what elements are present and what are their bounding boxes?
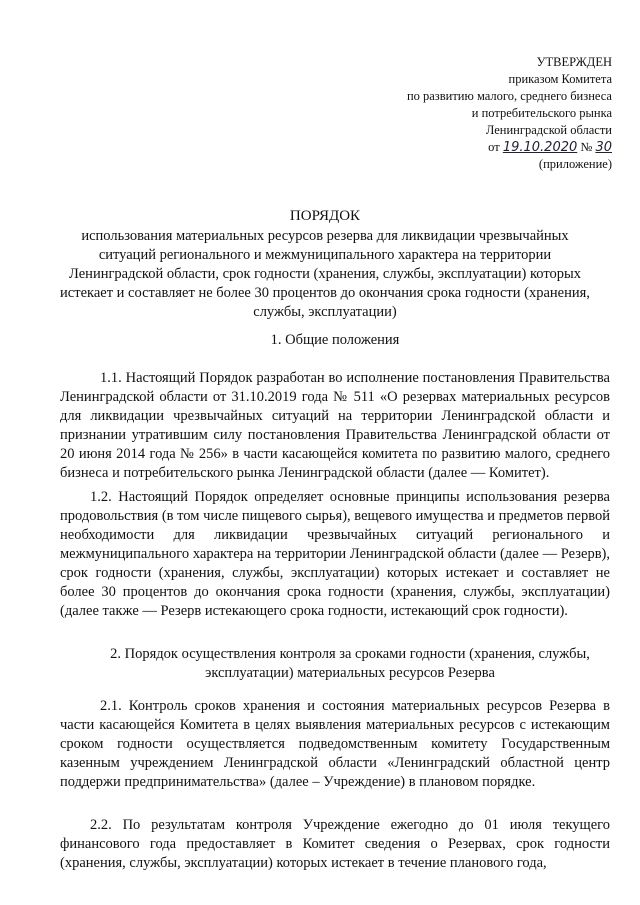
approval-date-line [372,139,612,156]
paragraph-1-2 [60,488,610,621]
paragraph-text: 2.1. Контроль сроков хранения и состояния материальных ресурсов Резерва в части касающейся Комитета в целях выявления материальных ресурсов с истекающим сроком годности осуществляется подведомственным комитету Государственным казенным учреждением Ленинградской области «Ленинградский областной центр поддержи предпринимательства» (далее – Учреждение) в плановом порядке. [60,698,610,790]
appendix-label: (приложение) [538,157,612,171]
document-title-block [60,207,590,322]
section-heading-2: 2. Порядок осуществления контроля за сроками годности (хранения, службы, эксплуатации) материальных ресурсов Резерва [110,646,590,681]
approval-stamp-block [372,54,612,173]
from-label: от [488,140,500,154]
section-heading-1: 1. Общие положения [270,332,400,348]
handwritten-date: 19.10.2020 [502,140,578,155]
handwritten-number: 30 [595,140,612,155]
approval-line: и потребительского рынка [471,106,612,120]
document-subtitle: использования материальных ресурсов резерва для ликвидации чрезвычайных ситуаций регионального и межмуниципального характера на территории Ленинградской области, срок годности (хранения, службы, эксплуатации) которых истекает и составляет не более 30 процентов до окончания срока годности (хранения, службы, эксплуатации) [60,228,590,320]
paragraph-2-2 [60,816,610,873]
approval-line: по развитию малого, среднего бизнеса [406,89,612,103]
paragraph-2-1 [60,697,610,792]
paragraph-1-1 [60,369,610,483]
document-title: ПОРЯДОК [289,208,361,224]
paragraph-text: 2.2. По результатам контроля Учреждение ежегодно до 01 июля текущего финансового года предоставляет в Комитет сведения о Резервах, срок годности (хранения, службы, эксплуатации) которых истекает в течение планового года, [60,817,610,871]
approval-title: УТВЕРЖДЕН [536,55,612,69]
number-label: № [580,140,593,154]
approval-line: приказом Комитета [508,72,612,86]
paragraph-text: 1.2. Настоящий Порядок определяет основные принципы использования резерва продовольствия (в том числе пищевого сырья), вещевого имущества и предметов первой необходимости для ликвидации чрезвычайных ситуаций регионального и межмуниципального характера на территории Ленинградской области (далее — Резерв), срок годности (хранения, службы, эксплуатации) которых истекает и составляет не более 30 процентов до окончания срока годности (хранения, службы, эксплуатации) (далее также — Резерв истекающего срока годности, истекающий срок годности). [60,489,610,619]
approval-line: Ленинградской области [485,123,612,137]
paragraph-text: 1.1. Настоящий Порядок разработан во исполнение постановления Правительства Ленинградской области от 31.10.2019 года № 511 «О резервах материальных ресурсов для ликвидации чрезвычайных ситуаций на территории Ленинградской области и признании утратившим силу постановления Правительства Ленинградской области от 20 июня 2014 года № 256» в части касающейся комитета по развитию малого, среднего бизнеса и потребительского рынка Ленинградской области (далее — Комитет). [60,370,610,481]
